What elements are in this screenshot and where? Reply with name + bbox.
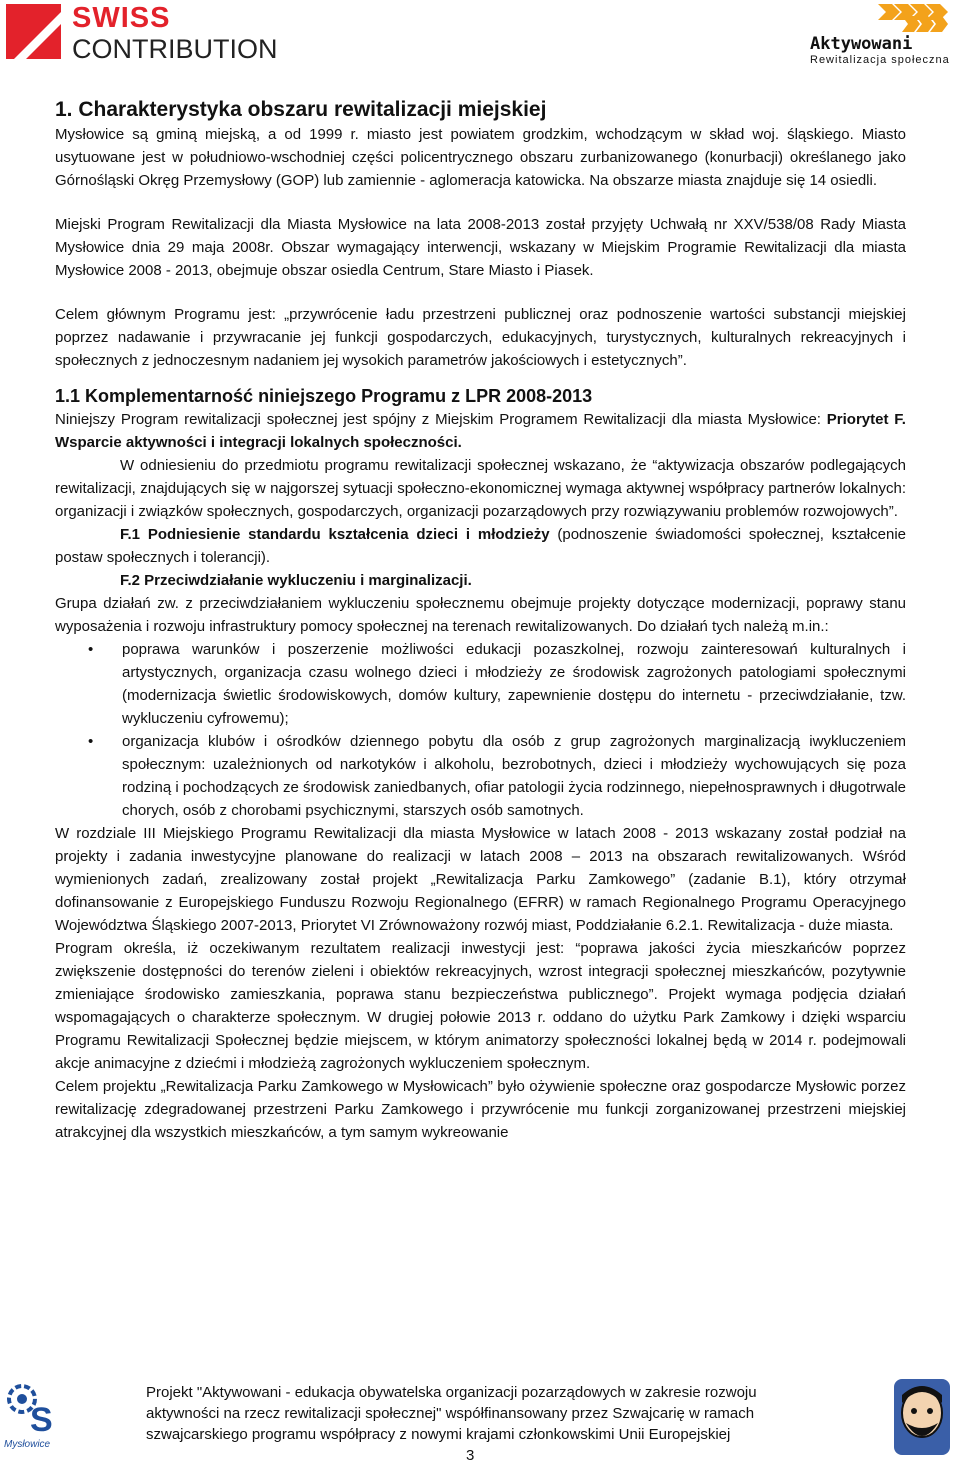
- section-1-1-title: 1.1 Komplementarność niniejszego Programu z LPR 2008-2013: [55, 386, 593, 406]
- city-emblem-icon: [2, 1381, 64, 1451]
- mascot-face-icon: [892, 1377, 952, 1457]
- priority-f1-label: F.1 Podniesienie standardu kształcenia dzieci i młodzieży: [120, 526, 550, 543]
- swiss-logo-line2: CONTRIBUTION: [72, 34, 278, 64]
- section-1-paragraph-2: Miejski Program Rewitalizacji dla Miasta Mysłowice na lata 2008-2013 został przyjęty Uchwałą nr XXV/538/08 Rady Miasta Mysłowice dnia 29 maja 2008r. Obszar wymagający interwencji, wskazany w Miejskim Programie Rewitalizacji dla miasta Mysłowice 2008 - 2013, obejmuje obszar osiedla Centrum, Stare Miasto i Piasek.: [55, 216, 906, 279]
- list-item: [88, 638, 906, 730]
- section-1-1-paragraph-5: Program określa, iż oczekiwanym rezultatem realizacji inwestycji jest: “poprawa jakości życia mieszkańców poprzez zwiększenie dostępności do terenów zieleni i obiektów rekreacyjnych, wzrost integracji społecznej mieszkańców, pozytywnie zmieniające środowisko zamieszkania, poprawa stanu bezpieczeństwa publicznego”. Projekt wymaga podjęcia działań wspomagających o charakterze społecznym. W drugiej połowie 2013 r. oddano do użytku Park Zamkowy i dzięki wsparciu Programu Rewitalizacji Społecznej będzie miejscem, w którym animatorzy społeczności lokalnej będą w 2014 r. podejmowali akcje animacyjne z dziećmi i młodzieżą zagrożonych wykluczeniem społecznym.: [55, 940, 906, 1072]
- footer-line-2: aktywności na rzecz rewitalizacji społecznej" współfinansowany przez Szwajcarię w ramach: [146, 1405, 755, 1422]
- swiss-contribution-logo: [6, 4, 306, 66]
- arrows-icon: [878, 2, 952, 32]
- list-item-text: poprawa warunków i poszerzenie możliwości edukacji pozaszkolnej, rozwoju zainteresowań kulturalnych i artystycznych, organizacja czasu wolnego dzieci i młodzieży ze środowisk zagrożonych patologiami społecznymi (modernizacja świetlic środowiskowych, domów kultury, zapewnienie dostępu do internetu - przeciwdziałanie, tzw. wykluczeniu cyfrowemu);: [122, 641, 906, 727]
- section-1-title: 1. Charakterystyka obszaru rewitalizacji miejskiej: [55, 98, 547, 121]
- section-1-1-paragraph-3: Grupa działań zw. z przeciwdziałaniem wykluczeniu społecznemu obejmuje projekty dotyczące modernizacji, poprawy stanu wyposażenia i rozwoju infrastruktury pomocy społecznej na terenach rewitalizowanych. Do działań tych należą m.in.:: [55, 595, 906, 635]
- section-1-1-paragraph-1: [55, 408, 906, 454]
- footer-line-1: Projekt "Aktywowani - edukacja obywatelska organizacji pozarządowych w zakresie rozwoju: [146, 1384, 757, 1401]
- aktywowani-logo: [800, 2, 956, 68]
- section-1-1-paragraph-6: Celem projektu „Rewitalizacja Parku Zamkowego w Mysłowicach” było ożywienie społeczne oraz gospodarcze Mysłowic porzez rewitalizację zdegradowanej przestrzeni Parku Zamkowego i przywrócenie mu funkcji zorganizowanej przestrzeni miejskiej atrakcyjnej dla wszystkich mieszkańców, a tym samym wykreowanie: [55, 1078, 906, 1141]
- document-body: [55, 96, 906, 1144]
- priority-f2: [55, 569, 906, 592]
- page-header: [0, 0, 960, 80]
- section-1-paragraph-1: Mysłowice są gminą miejską, a od 1999 r. miasto jest powiatem grodzkim, wchodzącym w skład woj. śląskiego. Miasto usytuowane jest w południowo-wschodniej części policentrycznego obszaru zurbanizowanego (konurbacji) określanego jako Górnośląski Okręg Przemysłowy (GOP) lub zamiennie - aglomeracja katowicka. Na obszarze miasta znajduje się 14 osiedli.: [55, 126, 906, 189]
- swiss-cross-icon: [6, 4, 61, 59]
- priority-f1: [55, 523, 906, 569]
- list-item: [88, 730, 906, 822]
- priority-f1-text: (podnoszenie świadomości społecznej, kształcenie postaw społecznych i tolerancji).: [55, 526, 906, 566]
- section-1-paragraph-3: Celem głównym Programu jest: „przywrócenie ładu przestrzeni publicznej oraz podnoszenie wartości substancji miejskiej poprzez nadawanie i przywracanie jej funkcji gospodarczych, edukacyjnych, turystycznych, kulturalnych rekreacyjnych i społecznych z jednoczesnym nadaniem jej wysokich parametrów jakościowych i estetycznych”.: [55, 306, 906, 369]
- actions-list: [55, 638, 906, 822]
- bullet-icon: •: [88, 733, 94, 750]
- page-number: 3: [466, 1447, 475, 1464]
- priority-f-label: Priorytet F. Wsparcie aktywności i integracji lokalnych społeczności.: [55, 411, 906, 451]
- page-footer: [0, 1375, 960, 1467]
- myslowice-city-logo: [2, 1381, 64, 1451]
- priority-f2-label: F.2 Przeciwdziałanie wykluczeniu i marginalizacji.: [120, 572, 472, 589]
- section-1-1-paragraph-4: W rozdziale III Miejskiego Programu Rewitalizacji dla miasta Mysłowice w latach 2008 - 2013 wskazany został podział na projekty i zadania inwestycyjne planowane do realizacji w latach 2008 – 2013 na obszarach rewitalizowanych. Wśród wymienionych zadań, zrealizowany został projekt „Rewitalizacja Parku Zamkowego” (zadanie B.1), który otrzymał dofinansowanie z Europejskiego Funduszu Rozwoju Regionalnego (EFRR) w ramach Regionalnego Programu Operacyjnego Województwa Śląskiego 2007-2013, Priorytet VI Zrównoważony rozwój miast, Poddziałanie 6.2.1. Rewitalizacja - duże miasta.: [55, 825, 906, 934]
- svg-text:S: S: [30, 1401, 53, 1439]
- footer-project-info: [146, 1382, 846, 1445]
- aktywowani-logo-name: Aktywowani: [810, 34, 913, 54]
- swiss-logo-line1: SWISS: [72, 2, 171, 34]
- list-item-text: organizacja klubów i ośrodków dziennego pobytu dla osób z grup zagrożonych marginalizacją iwykluczeniem społecznym: uzależnionych od narkotyków i alkoholu, bezrobotnych, dzieci i młodzieży wychowujących się poza rodziną i pochodzących ze środowisk zaniedbanych, ofiar patologii życia rodzinnego, niepełnosprawnych i długotrwale chorych, osób z chorobami psychicznymi, starszych osób samotnych.: [122, 733, 906, 819]
- aktywowani-logo-tagline: Rewitalizacja społeczna: [810, 54, 950, 66]
- bullet-icon: •: [88, 641, 94, 658]
- section-1-1-paragraph-2: W odniesieniu do przedmiotu programu rewitalizacji społecznej wskazano, że “aktywizacja obszarów podlegających rewitalizacji, znajdujących się w najgorszej sytuacji społeczno-ekonomicznej wymaga aktywnej współpracy partnerów lokalnych: organizacji i związków społecznych, gospodarczych, organizacji pozarządowych przy rozwiązywaniu problemów rozwojowych”.: [55, 457, 906, 520]
- footer-line-3: szwajcarskiego programu współpracy z nowymi krajami członkowskimi Unii Europejskiej: [146, 1426, 731, 1443]
- city-logo-text: Mysłowice: [4, 1439, 51, 1450]
- paragraph-text: Niniejszy Program rewitalizacji społecznej jest spójny z Miejskim Programem Rewitalizacji dla miasta Mysłowice:: [55, 411, 827, 428]
